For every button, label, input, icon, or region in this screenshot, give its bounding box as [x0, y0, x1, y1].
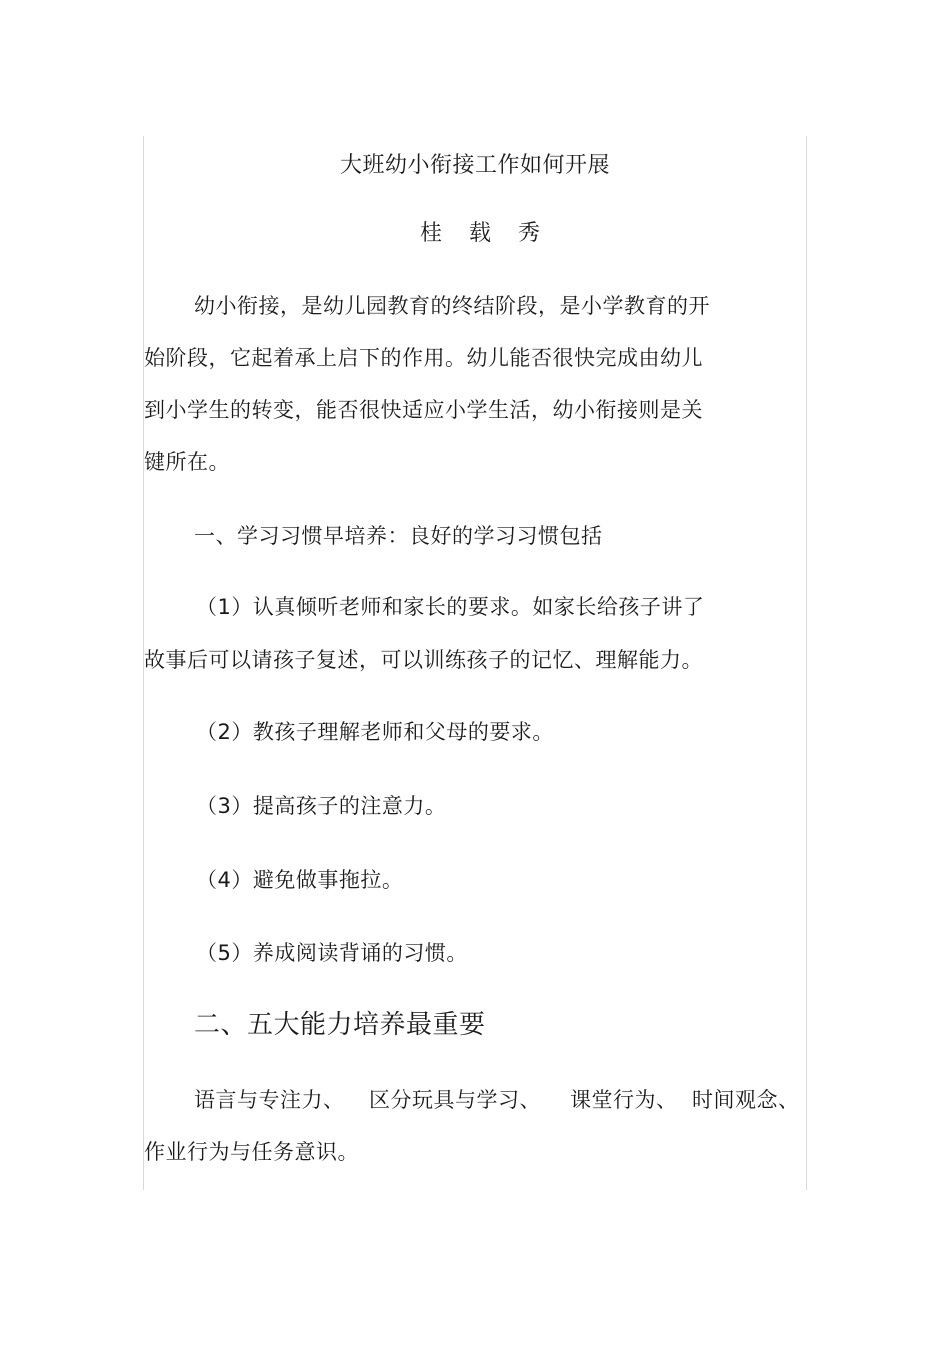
section1-item1-line1: （1）认真倾听老师和家长的要求。如家长给孩子讲了 [196, 595, 705, 619]
document-author: 桂 载 秀 [420, 221, 550, 246]
intro-line-3: 到小学生的转变，能否很快适应小学生活，幼小衔接则是关 [144, 398, 703, 422]
intro-line-1: 幼小衔接，是幼儿园教育的终结阶段，是小学教育的开 [194, 294, 710, 318]
intro-line-2: 始阶段，它起着承上启下的作用。幼儿能否很快完成由幼儿 [144, 346, 703, 370]
intro-line-4: 键所在。 [144, 450, 230, 474]
section2-heading: 二、五大能力培养最重要 [194, 1010, 486, 1040]
ability-4: 时间观念、 [692, 1088, 800, 1112]
section1-heading: 一、学习习惯早培养：良好的学习习惯包括 [194, 524, 603, 548]
section1-item2: （2）教孩子理解老师和父母的要求。 [196, 720, 554, 744]
section1-item3: （3）提高孩子的注意力。 [196, 794, 447, 818]
ability-3: 课堂行为、 [570, 1088, 678, 1112]
document-title: 大班幼小衔接工作如何开展 [339, 153, 610, 178]
section1-item5: （5）养成阅读背诵的习惯。 [196, 941, 468, 965]
ability-2: 区分玩具与学习、 [369, 1088, 541, 1112]
ability-1: 语言与专注力、 [194, 1088, 345, 1112]
ability-continuation: 作业行为与任务意识。 [144, 1140, 359, 1164]
page-border-right [806, 136, 807, 1190]
section1-item1-line2: 故事后可以请孩子复述，可以训练孩子的记忆、理解能力。 [144, 648, 703, 672]
section1-item4: （4）避免做事拖拉。 [196, 868, 404, 892]
